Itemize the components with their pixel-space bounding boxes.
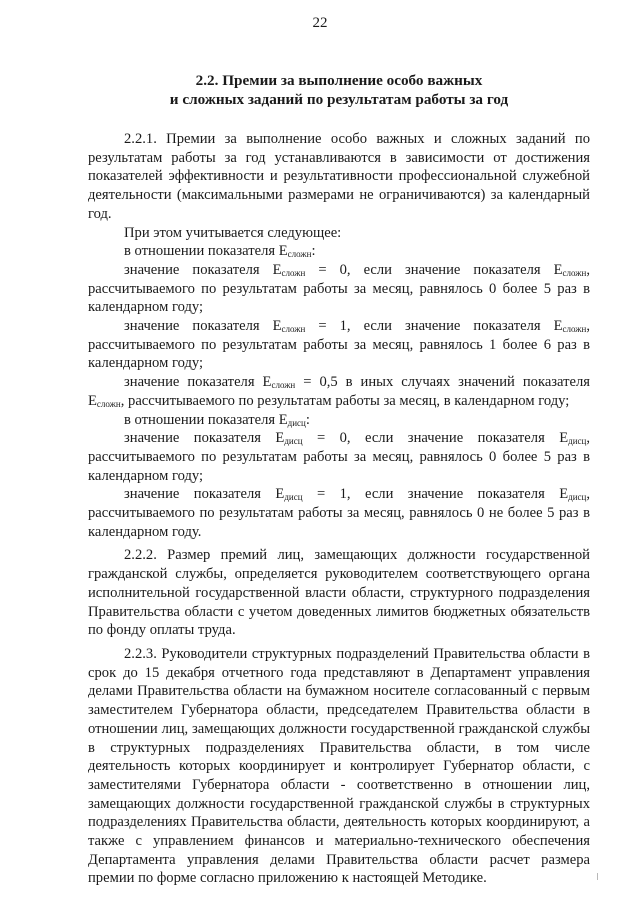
scan-mark — [597, 873, 598, 880]
section-heading-line-1: 2.2. Премии за выполнение особо важных — [195, 72, 483, 89]
document-body — [88, 130, 590, 888]
indicator-disc-value-1: значение показателя $E_{дисц} = 1$, если значение показателя $E_{дисц}$, рассчитываемого по результатам работы за месяц, равнялось 0 не более 5 раз в календарном году. — [88, 486, 590, 540]
paragraph-consider: При этом учитывается следующее: — [124, 224, 342, 241]
paragraph-2-2-3: 2.2.3. Руководители структурных подразделений Правительства области в срок до 15 декабря отчетного года представляют в Департамент управления делами Правительства области на бумажном носителе согласованный с первым заместителем Губернатора области, председателем Правительства области в отношении лиц, замещающих должности государственной гражданской службы в структурных подразделениях Правительства области, в том числе деятельность которых координирует и контролирует Губернатор области, с заместителями Губернатора области - соответственно в отношении лиц, замещающих должности государственной гражданской службы в структурных подразделениях Правительства области, деятельность которых координируют, а также с управлением финансов и материально-технического обеспечения Департамента управления делами Правительства области расчет размера премии по форме согласно приложению к настоящей Методике. — [88, 645, 590, 887]
indicator-slozhn-value-half: значение показателя $E_{сложн} = 0,5$ в иных случаях значений показателя $E_{сложн}$, рассчитываемого по результатам работы за месяц, в календарном году; — [88, 374, 591, 409]
indicator-disc-intro: в отношении показателя $E_{дисц}$: — [124, 411, 310, 428]
section-heading-line-2: и сложных заданий по результатам работы за год — [169, 90, 509, 108]
indicator-slozhn-value-1: значение показателя $E_{сложн} = 1$, если значение показателя $E_{сложн}$, рассчитываемого по результатам работы за месяц, равнялось 1 более 6 раз в календарном году; — [88, 318, 590, 372]
indicator-slozhn-value-0: значение показателя $E_{сложн} = 0$, если значение показателя $E_{сложн}$, рассчитываемого по результатам работы за месяц, равнялось 0 более 5 раз в календарном году; — [88, 261, 590, 316]
indicator-disc-value-0: значение показателя $E_{дисц} = 0$, если значение показателя $E_{дисц}$, рассчитываемого по результатам работы за месяц, равнялось 0 более 5 раз в календарном году; — [88, 430, 590, 484]
paragraph-2-2-2: 2.2.2. Размер премий лиц, замещающих должности государственной гражданской службы, определяется руководителем соответствующего органа исполнительной государственной власти области, структурного подразделения Правительства области с учетом доведенных лимитов бюджетных обязательств по фонду оплаты труда. — [88, 547, 590, 639]
paragraph-2-2-1: 2.2.1. Премии за выполнение особо важных и сложных заданий по результатам работы за год устанавливаются в зависимости от достижения показателей эффективности и результативности профессиональной служебной деятельности (максимальными размерами не ограничиваются) за календарный год. — [88, 131, 590, 222]
page-number: 22 — [312, 15, 328, 31]
section-heading — [88, 72, 590, 109]
indicator-slozhn-intro: в отношении показателя $E_{сложн}$: — [124, 243, 316, 260]
